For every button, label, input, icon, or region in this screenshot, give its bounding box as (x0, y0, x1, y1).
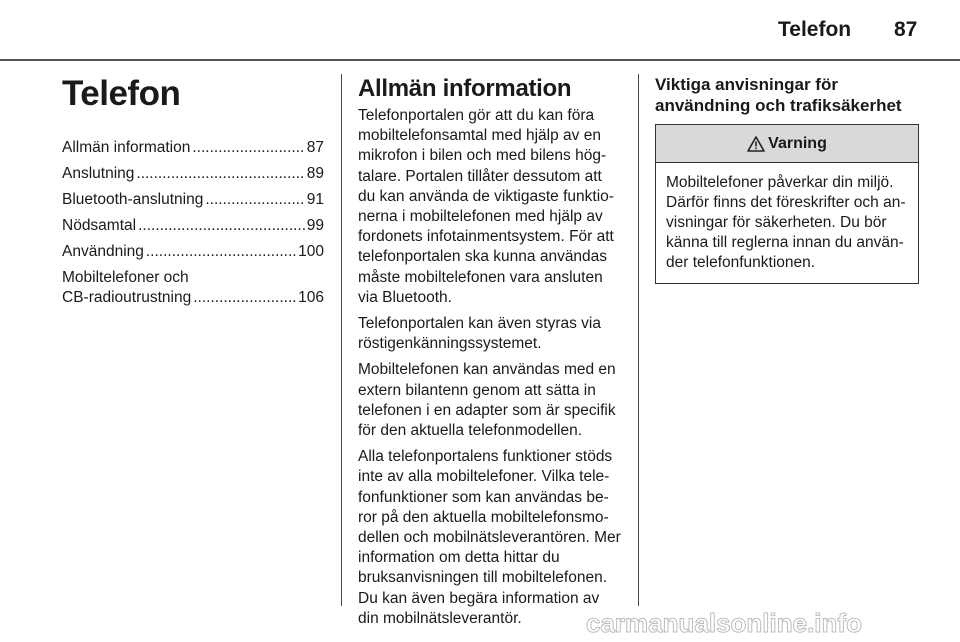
warning-header (656, 125, 918, 163)
toc-leader-dots (193, 288, 296, 308)
paragraph: Alla telefonportalens funktioner stöds inte av alla mobiltelefoner. Vilka telefonfunktioner som kan användas beror på den aktuella mobiltelefonsmodellen och mobilnätsleverantören. Mer information om detta hittar du bruksanvisningen till mobiltelefonen. Du kan även begära information av din mobilnätsleverantör. (358, 448, 621, 627)
warning-box (655, 124, 919, 284)
toc-item[interactable] (62, 164, 324, 184)
paragraph: Telefonportalen kan även styras via röstigenkänningssystemet. (358, 315, 601, 353)
column-divider (638, 74, 639, 606)
warning-text: Mobiltelefoner påverkar din miljö. Därför finns det föreskrifter och anvisningar för säkerheten. Du bör känna till reglerna innan du använder telefonfunktionen. (666, 174, 906, 271)
page-number: 87 (894, 18, 918, 41)
toc-item[interactable] (62, 242, 324, 262)
subsection-title: Viktiga anvisningar för användning och trafiksäkerhet (655, 75, 902, 115)
toc-leader-dots (205, 190, 304, 210)
toc-list (62, 138, 324, 308)
toc-item-page: 91 (306, 191, 324, 208)
toc-item[interactable] (62, 268, 324, 308)
toc-item-page: 87 (306, 139, 324, 156)
toc-item-page: 100 (298, 243, 324, 260)
safety-column (655, 74, 919, 284)
toc-item-page: 89 (306, 165, 324, 182)
watermark (584, 608, 924, 638)
toc-item-page: 99 (306, 217, 324, 234)
toc-item[interactable] (62, 138, 324, 158)
toc-item-label: Användning (62, 243, 144, 260)
toc-item[interactable] (62, 190, 324, 210)
page-header-title: Telefon (778, 18, 852, 41)
chapter-title: Telefon (62, 74, 181, 113)
column-divider (341, 74, 342, 606)
toc-leader-dots (138, 216, 305, 236)
general-info-column (358, 74, 622, 635)
toc-item-label: Mobiltelefoner och CB-radioutrustning (62, 269, 192, 306)
section-title: Allmän information (358, 75, 572, 102)
warning-triangle-icon (747, 136, 765, 152)
toc-item-label: Bluetooth-anslutning (62, 191, 204, 208)
warning-label: Varning (768, 134, 827, 152)
toc-leader-dots (146, 242, 296, 262)
toc-column (62, 74, 324, 314)
toc-item-page: 106 (298, 289, 324, 306)
toc-leader-dots (136, 164, 304, 184)
watermark-text: carmanualsonline.info (586, 608, 862, 638)
toc-item-label: Anslutning (62, 165, 135, 182)
toc-item-label: Nödsamtal (62, 217, 137, 234)
paragraph: Telefonportalen gör att du kan föra mobiltelefonsamtal med hjälp av en mikrofon i bilen och med bilens högtalare. Portalen tillåter dessutom att du kan använda de viktigaste funktionerna i mobiltelefonen med hjälp av fordonets infotainmentsystem. För att telefonportalen ska kunna användas måste mobiltelefonen vara ansluten via Bluetooth. (358, 107, 614, 306)
toc-item-label: Allmän information (62, 139, 191, 156)
toc-item[interactable] (62, 216, 324, 236)
header-divider (0, 59, 960, 61)
toc-leader-dots (192, 138, 304, 158)
paragraph: Mobiltelefonen kan användas med en extern bilantenn genom att sätta in telefonen i en adapter som är specifik för den aktuella telefonmodellen. (358, 361, 616, 440)
